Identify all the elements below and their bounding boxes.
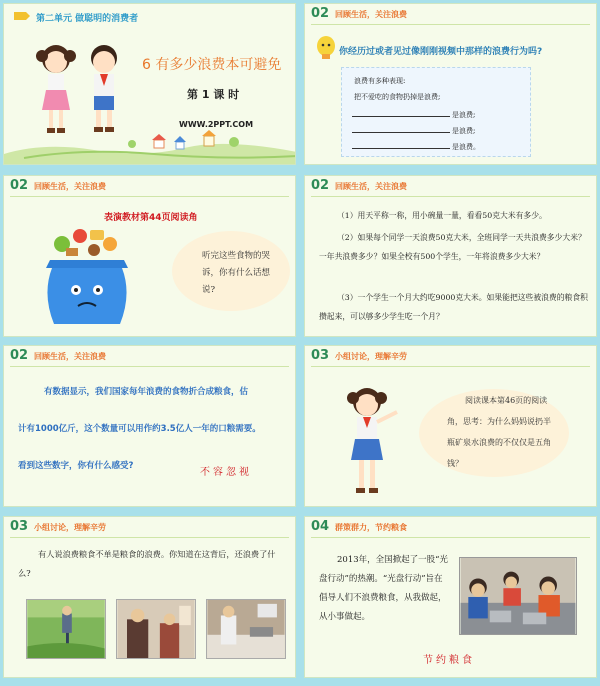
task-2: （2）如果每个同学一天浪费50克大米，全班同学一天共浪费多少大米？一年共浪费多少？如果全校有500个学生，一年将浪费多少大米？ bbox=[319, 233, 586, 261]
slide-header bbox=[4, 517, 295, 539]
discussion-prompt: 有人说浪费粮食不单是粮食的浪费。你知道在这背后，还浪费了什么? bbox=[18, 549, 276, 578]
section-title: 群策群力，节约粮食 bbox=[335, 523, 407, 532]
website-url: WWW.2PPT.COM bbox=[179, 120, 254, 129]
section-number: 03 bbox=[10, 519, 29, 534]
activity-title: 表演教材第44页阅读角 bbox=[104, 213, 198, 223]
lesson-title: 6 有多少浪费本可避免 bbox=[142, 57, 282, 73]
kitchen-photo bbox=[206, 599, 286, 659]
family-photo bbox=[116, 599, 196, 659]
section-title: 小组讨论，理解辛劳 bbox=[335, 352, 407, 361]
section-title: 回顾生活，关注浪费 bbox=[335, 182, 407, 191]
header-divider bbox=[311, 366, 590, 367]
section-number: 02 bbox=[311, 6, 330, 21]
worksheet-intro: 浪费有多种表现: bbox=[354, 77, 406, 85]
section-number: 02 bbox=[311, 178, 330, 193]
farmer-field-photo bbox=[26, 599, 106, 659]
blank-row-1[interactable]: 是浪费; bbox=[352, 110, 475, 120]
section-title: 回顾生活，关注浪费 bbox=[34, 352, 106, 361]
worksheet-card bbox=[341, 67, 531, 157]
slide-header bbox=[305, 346, 596, 368]
task-3: （3）一个学生一个月大约吃9000克大米。如果能把这些被浪费的粮食积攒起来，可以够多少学生吃一个月？ bbox=[319, 293, 588, 321]
unit-label: 第二单元 做聪明的消费者 bbox=[36, 14, 139, 24]
header-divider bbox=[311, 24, 590, 25]
slide-calculation-tasks[interactable] bbox=[304, 175, 597, 337]
lesson-period: 第 1 课 时 bbox=[187, 88, 240, 101]
statistic-line-1: 有数据显示，我们国家每年浪费的食物折合成粮食，估 bbox=[44, 387, 249, 397]
statistic-line-2: 计有1000亿斤，这个数量可以用作约3.5亿人一年的口粮需要。 bbox=[18, 424, 261, 434]
slide-discussion-hidden-waste[interactable] bbox=[3, 516, 296, 678]
clean-plate-campaign-text: 2013年，全国掀起了一股“光盘行动”的热潮。“光盘行动”旨在倡导人们不浪费粮食，从我做起，从小事做起。 bbox=[319, 555, 448, 622]
slide-save-food[interactable] bbox=[304, 516, 597, 678]
emphasis-text: 不容忽视 bbox=[200, 467, 252, 478]
slide-header bbox=[305, 4, 596, 26]
feeling-question: 看到这些数字，你有什么感受? bbox=[18, 461, 134, 471]
blank-row-2[interactable]: 是浪费; bbox=[352, 126, 475, 136]
header-divider bbox=[10, 537, 289, 538]
section-number: 03 bbox=[311, 348, 330, 363]
header-divider bbox=[311, 537, 590, 538]
blank-row-3[interactable]: 是浪费。 bbox=[352, 142, 480, 152]
task-1: （1）用天平称一称，用小碗量一量，看看50克大米有多少。 bbox=[337, 211, 547, 220]
speech-bubble-text: 听完这些食物的哭诉，你有什么话想说? bbox=[202, 251, 271, 295]
slide-header bbox=[4, 346, 295, 368]
section-title: 回顾生活，关注浪费 bbox=[34, 182, 106, 191]
header-divider bbox=[311, 196, 590, 197]
slide-cover[interactable] bbox=[3, 3, 296, 165]
slide-recall-behaviors[interactable] bbox=[304, 3, 597, 165]
slide-header bbox=[4, 176, 295, 198]
lightbulb-mascot-icon bbox=[315, 34, 337, 60]
discussion-question: 你经历过或者见过像刚刚视频中那样的浪费行为吗? bbox=[339, 47, 543, 57]
header-divider bbox=[10, 366, 289, 367]
section-number: 02 bbox=[10, 178, 29, 193]
grass-decoration bbox=[4, 124, 296, 164]
section-number: 02 bbox=[10, 348, 29, 363]
section-number: 04 bbox=[311, 519, 330, 534]
section-title: 回顾生活，关注浪费 bbox=[335, 10, 407, 19]
students-eating-photo bbox=[459, 557, 577, 635]
girl-pointing-illustration bbox=[335, 384, 405, 504]
unit-tag-icon bbox=[12, 10, 32, 22]
slide-header bbox=[305, 176, 596, 198]
slogan-text: 节约粮食 bbox=[423, 655, 475, 666]
slide-header bbox=[305, 517, 596, 539]
slide-reading-corner[interactable] bbox=[3, 175, 296, 337]
header-divider bbox=[10, 196, 289, 197]
worksheet-example: 把不爱吃的食物扔掉是浪费; bbox=[354, 93, 441, 101]
section-title: 小组讨论，理解辛劳 bbox=[34, 523, 106, 532]
speech-bubble-text: 阅读课本第46页的阅读角，思考：为什么妈妈说扔半瓶矿泉水浪费的不仅仅是五角钱？ bbox=[447, 396, 551, 468]
slide-waste-statistics[interactable] bbox=[3, 345, 296, 507]
trash-can-food-illustration bbox=[32, 224, 142, 334]
slide-discussion-water[interactable] bbox=[304, 345, 597, 507]
